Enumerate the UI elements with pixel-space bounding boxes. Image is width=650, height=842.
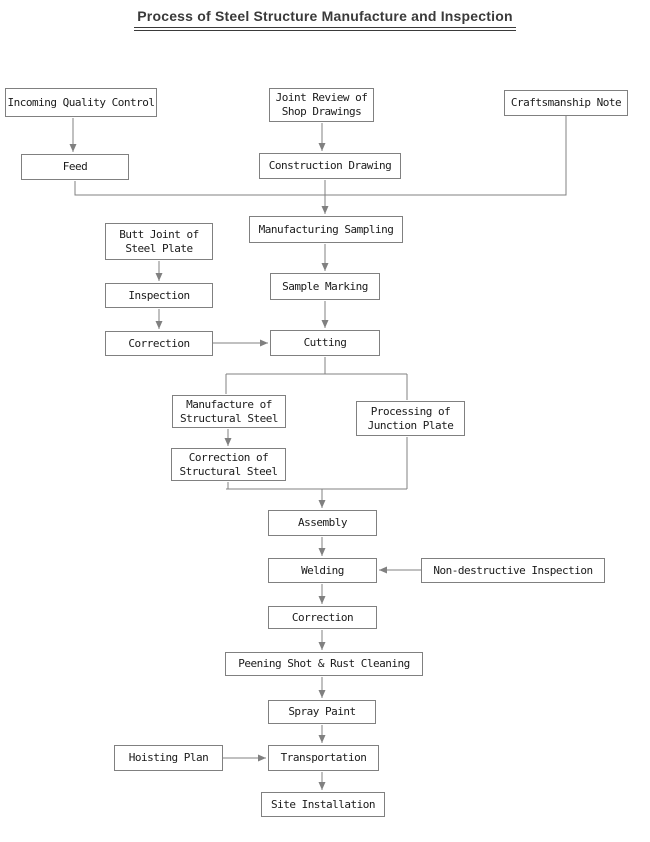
node-manufacture-structural-steel	[172, 395, 286, 428]
node-label: Hoisting Plan	[128, 751, 209, 764]
node-label: Construction Drawing	[268, 159, 392, 172]
node-label: Craftsmanship Note	[510, 96, 622, 109]
node-label: Junction Plate	[367, 418, 454, 432]
node-incoming-quality-control	[5, 88, 157, 117]
node-label: Butt Joint of	[119, 227, 199, 241]
node-label: Steel Plate	[125, 241, 193, 255]
node-correction-weld	[268, 606, 377, 629]
node-label: Processing of	[370, 404, 451, 418]
node-label: Inspection	[128, 288, 190, 302]
node-craftsmanship-note	[504, 90, 628, 116]
node-manufacturing-sampling	[249, 216, 403, 243]
node-joint-review-shop-drawings	[269, 88, 374, 122]
node-cutting	[270, 330, 380, 356]
node-transportation	[268, 745, 379, 771]
node-label: Incoming Quality Control	[7, 95, 155, 109]
node-label: Site Installation	[270, 797, 376, 811]
node-processing-junction-plate	[356, 401, 465, 436]
node-label: Welding	[301, 563, 344, 577]
node-label: Correction	[128, 336, 190, 350]
node-construction-drawing	[259, 153, 401, 179]
page-title-row	[0, 6, 650, 31]
node-welding	[268, 558, 377, 583]
node-correction-plate	[105, 331, 213, 356]
node-label: Cutting	[303, 336, 347, 349]
page-title: Process of Steel Structure Manufacture and Inspection	[134, 8, 515, 31]
node-butt-joint-steel-plate	[105, 223, 213, 260]
node-hoisting-plan	[114, 745, 223, 771]
node-label: Sample Marking	[282, 279, 368, 293]
node-label: Joint Review of	[275, 91, 368, 104]
node-spray-paint	[268, 700, 376, 724]
node-label: Non-destructive Inspection	[433, 563, 593, 577]
node-sample-marking	[270, 273, 380, 300]
node-label: Correction	[291, 610, 354, 624]
node-label: Structural Steel	[179, 464, 278, 478]
node-label: Transportation	[280, 751, 367, 764]
node-assembly	[268, 510, 377, 536]
node-non-destructive-inspection	[421, 558, 605, 583]
node-correction-structural-steel	[171, 448, 286, 481]
node-label: Structural Steel	[180, 411, 278, 425]
node-feed	[21, 154, 129, 180]
node-label: Manufacturing Sampling	[258, 222, 394, 236]
node-peening-shot-rust-cleaning	[225, 652, 423, 676]
node-site-installation	[261, 792, 385, 817]
node-label: Spray Paint	[288, 705, 356, 718]
node-label: Peening Shot & Rust Cleaning	[238, 657, 410, 670]
node-label: Feed	[62, 160, 88, 173]
node-label: Manufacture of	[186, 397, 272, 411]
node-inspection	[105, 283, 213, 308]
node-label: Correction of	[188, 450, 269, 464]
node-label: Shop Drawings	[281, 105, 362, 118]
node-label: Assembly	[298, 516, 347, 529]
